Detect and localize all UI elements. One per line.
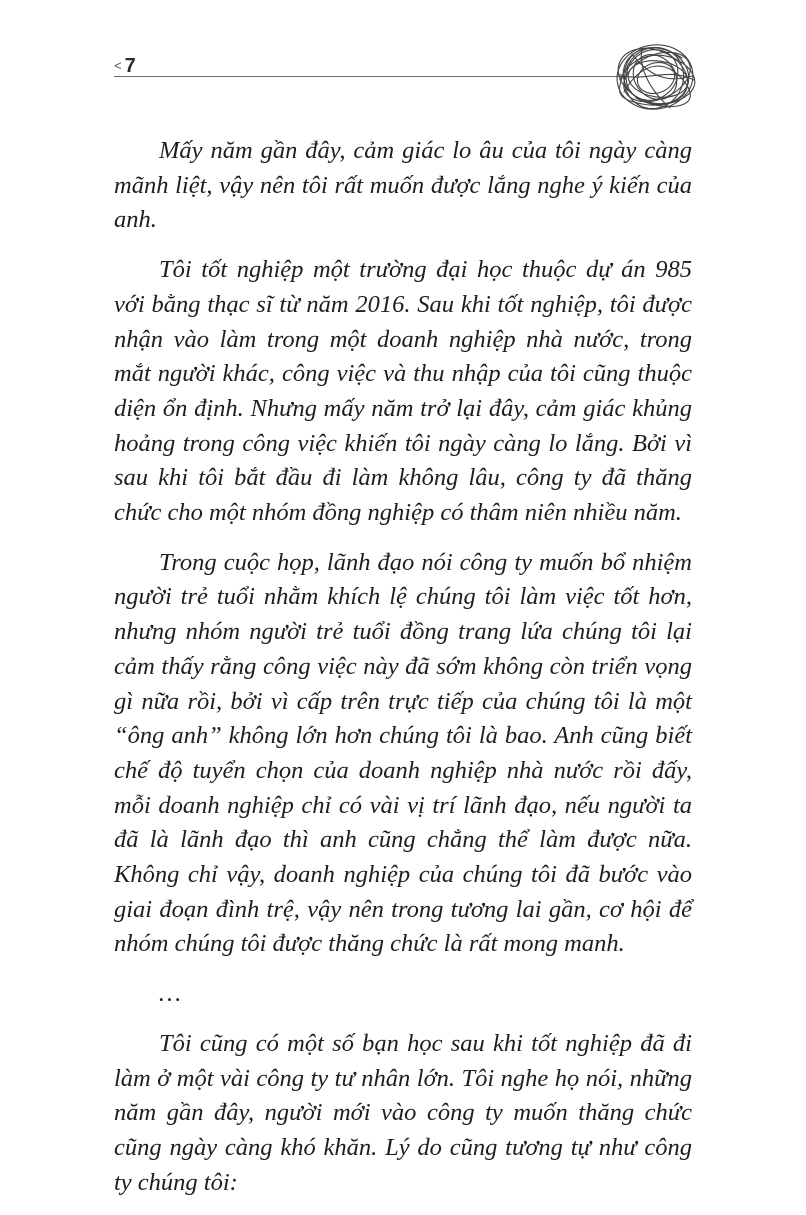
paragraph: Mấy năm gần đây, cảm giác lo âu của tôi ngày càng mãnh liệt, vậy nên tôi rất muốn được lắng nghe ý kiến của anh. [114, 137, 692, 234]
page-number [114, 54, 136, 78]
paragraph: Trong cuộc họp, lãnh đạo nói công ty muốn bổ nhiệm người trẻ tuổi nhằm khích lệ chúng tôi làm việc tốt hơn, nhưng nhóm người trẻ tuổi đồng trang lứa chúng tôi lại cảm thấy rằng công việc này đã sớm không còn triển vọng gì nữa rồi, bởi vì cấp trên trực tiếp của chúng tôi là một “ông anh” không lớn hơn chúng tôi là bao. Anh cũng biết chế độ tuyển chọn của doanh nghiệp nhà nước rồi đấy, mỗi doanh nghiệp chỉ có vài vị trí lãnh đạo, nếu người ta đã là lãnh đạo thì anh cũng chẳng thể làm được nữa. Không chỉ vậy, doanh nghiệp của chúng tôi đã bước vào giai đoạn đình trệ, vậy nên trong tương lai gần, cơ hội để nhóm chúng tôi được thăng chức là rất mong manh. [114, 548, 692, 958]
paragraph: Tôi tốt nghiệp một trường đại học thuộc dự án 985 với bằng thạc sĩ từ năm 2016. Sau khi tốt nghiệp, tôi được nhận vào làm trong một doanh nghiệp nhà nước, trong mắt người khác, công việc và thu nhập của tôi cũng thuộc diện ổn định. Nhưng mấy năm trở lại đây, cảm giác khủng hoảng trong công việc khiến tôi ngày càng lo lắng. Bởi vì sau khi tôi bắt đầu đi làm không lâu, công ty đã thăng chức cho một nhóm đồng nghiệp có thâm niên nhiều năm. [114, 256, 692, 527]
page-header [0, 0, 806, 120]
header-rule [114, 76, 628, 77]
paragraph: Tôi cũng có một số bạn học sau khi tốt nghiệp đã đi làm ở một vài công ty tư nhân lớn. Tôi nghe họ nói, những năm gần đây, người mới vào công ty muốn thăng chức cũng ngày càng khó khăn. Lý do cũng tương tự như công ty chúng tôi: [114, 1029, 692, 1196]
article-body [114, 134, 692, 1215]
chevron-left-icon: < [114, 58, 122, 73]
ellipsis-paragraph: … [159, 980, 181, 1008]
page-number-value: 7 [124, 55, 136, 77]
scribble-ball-icon [612, 40, 698, 114]
